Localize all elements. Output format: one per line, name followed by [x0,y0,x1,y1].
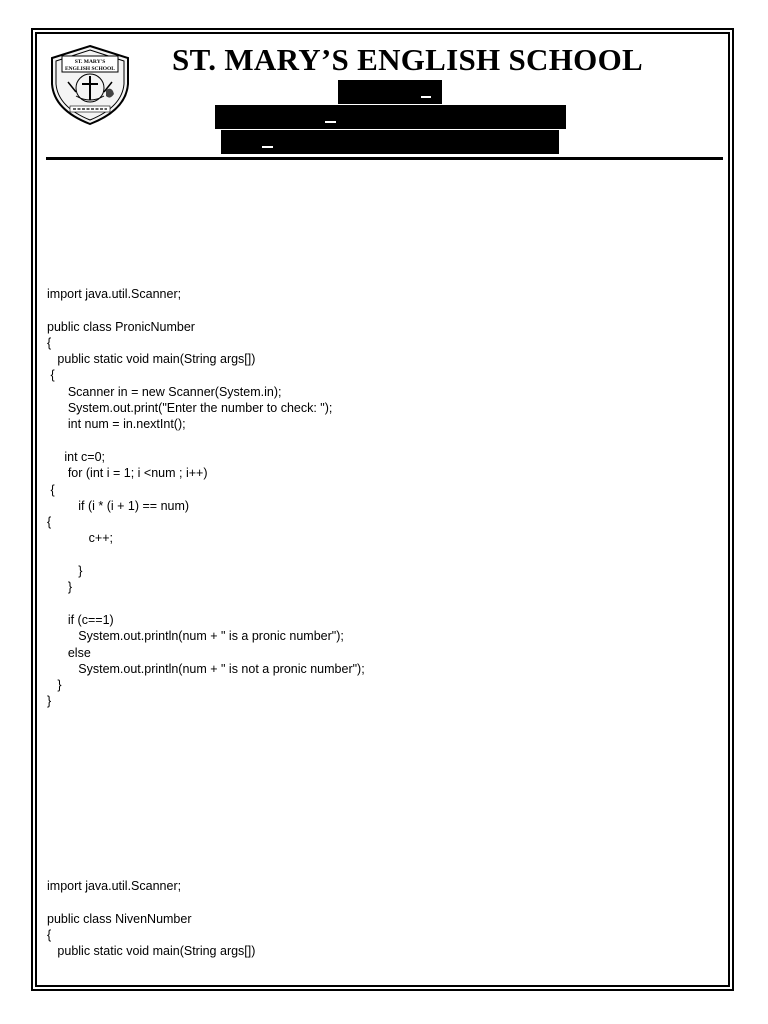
code-block-niven-number: import java.util.Scanner; public class NivenNumber { public static void main(String args[]) [47,879,256,959]
redacted-bar-2 [215,105,566,129]
code-block-pronic-number: import java.util.Scanner; public class PronicNumber { public static void main(String args[]) { Scanner in = new Scanner(System.in); System.out.print("Enter the number to check: "); int num = in.nextInt(); int c=0; for (int i = 1; i <num ; i++) { if (i * (i + 1) == num) { c++; } } if (c==1) System.out.println(num + " is a pronic number"); else System.out.println(num + " is not a pronic number"); } } [47,287,365,709]
redacted-bar-1 [338,80,442,104]
redacted-bar-1-dash [421,96,431,98]
svg-text:ENGLISH SCHOOL: ENGLISH SCHOOL [65,66,115,72]
svg-text:ST. MARY'S: ST. MARY'S [74,59,106,65]
redacted-bar-3 [221,130,559,154]
redacted-bar-3-dash [262,146,273,148]
school-crest-logo [48,44,132,126]
header-divider [46,157,723,160]
school-name-heading: ST. MARY’S ENGLISH SCHOOL [172,42,643,77]
redacted-bar-2-dash [325,121,336,123]
